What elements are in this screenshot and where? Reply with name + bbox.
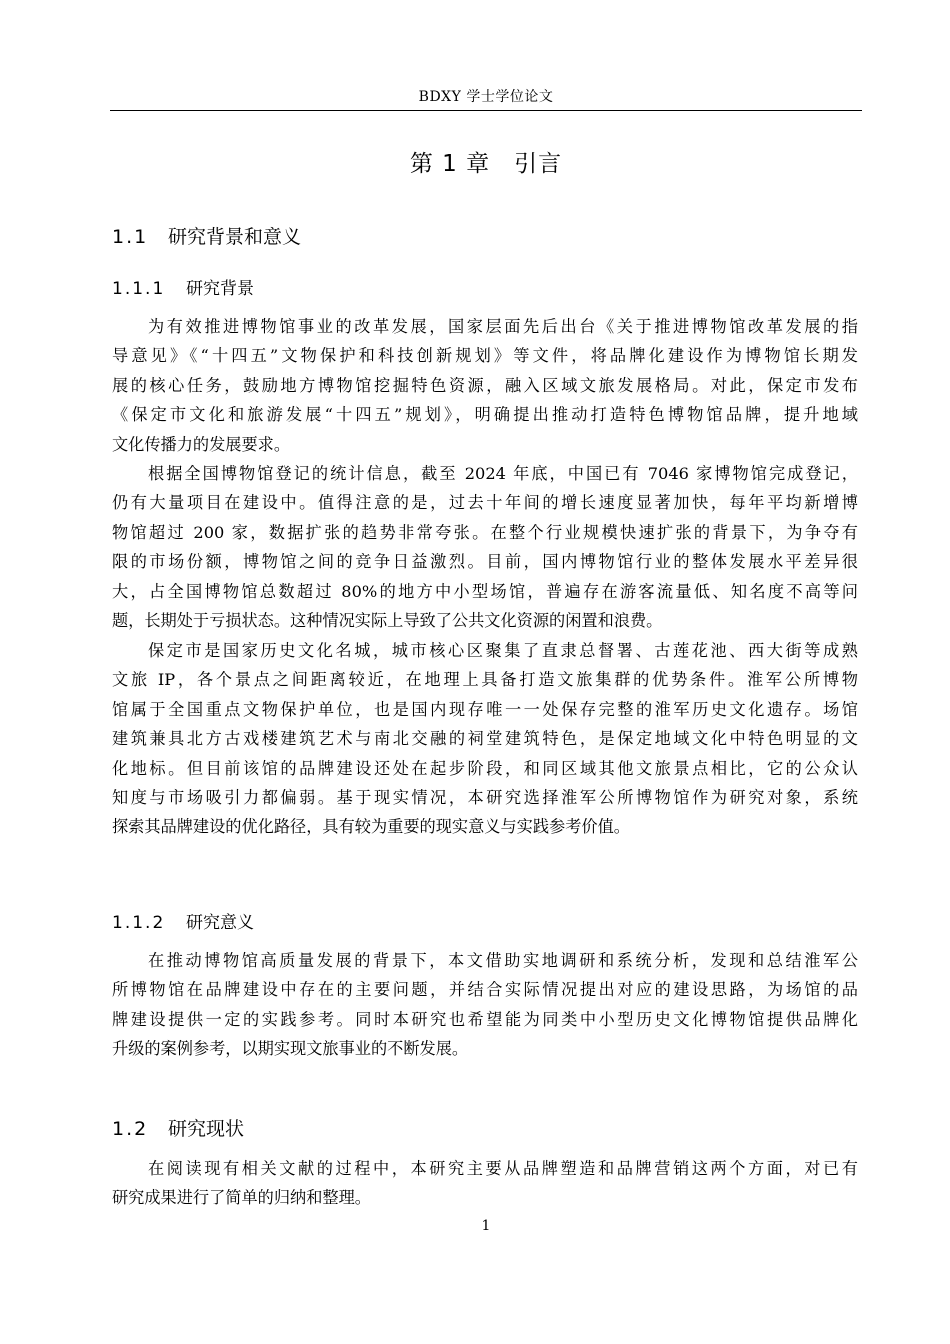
section-heading-1-1-2 <box>112 908 254 933</box>
paragraph-line: 文旅 IP，各个景点之间距离较近，在地理上具备打造文旅集群的优势条件。淮军公所博物 <box>112 670 858 690</box>
chapter-title: 第 1 章 引言 <box>409 151 563 177</box>
section-title: 研究背景和意义 <box>168 226 302 248</box>
paragraph-background-baoding <box>112 636 858 842</box>
paragraph-background-statistics <box>112 459 858 635</box>
paragraph-line: 仍有大量项目在建设中。值得注意的是，过去十年间的增长速度显著加快，每年平均新增博 <box>112 493 858 513</box>
paragraph-research-status <box>112 1154 858 1213</box>
section-number: 1.1.1 <box>112 279 166 299</box>
header-divider <box>110 110 862 111</box>
section-number: 1.1.2 <box>112 913 166 933</box>
paragraph-line: 大，占全国博物馆总数超过 80%的地方中小型场馆，普遍存在游客流量低、知名度不高等问 <box>112 581 858 601</box>
paragraph-line: 研究成果进行了简单的归纳和整理。 <box>112 1188 371 1208</box>
paragraph-line: 根据全国博物馆登记的统计信息，截至 2024 年底，中国已有 7046 家博物馆完成登记， <box>148 464 858 483</box>
running-header: BDXY 学士学位论文 <box>418 89 554 105</box>
section-number: 1.2 <box>112 1118 149 1140</box>
section-title: 研究现状 <box>168 1118 245 1140</box>
paragraph-line: 《保定市文化和旅游发展“十四五”规划》，明确提出推动打造特色博物馆品牌，提升地域 <box>112 405 858 425</box>
paragraph-line: 探索其品牌建设的优化路径，具有较为重要的现实意义与实践参考价值。 <box>112 817 630 837</box>
paragraph-line: 为有效推进博物馆事业的改革发展，国家层面先后出台《关于推进博物馆改革发展的指 <box>148 317 858 336</box>
paragraph-line: 保定市是国家历史文化名城，城市核心区聚集了直隶总督署、古莲花池、西大街等成熟 <box>148 641 858 660</box>
page-number: 1 <box>481 1218 491 1234</box>
section-heading-1-1-1 <box>112 274 254 299</box>
paragraph-line: 知度与市场吸引力都偏弱。基于现实情况，本研究选择淮军公所博物馆作为研究对象，系统 <box>112 787 858 807</box>
paragraph-line: 建筑兼具北方古戏楼建筑艺术与南北交融的祠堂建筑特色，是保定地域文化中特色明显的文 <box>112 729 858 749</box>
paragraph-line: 限的市场份额，博物馆之间的竞争日益激烈。目前，国内博物馆行业的整体发展水平差异很 <box>112 552 858 572</box>
section-title: 研究背景 <box>186 279 254 299</box>
paragraph-line: 在阅读现有相关文献的过程中，本研究主要从品牌塑造和品牌营销这两个方面，对已有 <box>148 1159 858 1178</box>
paragraph-line: 馆属于全国重点文物保护单位，也是国内现存唯一一处保存完整的淮军历史文化遗存。场馆 <box>112 699 858 719</box>
section-title: 研究意义 <box>186 913 254 933</box>
paragraph-line: 题，长期处于亏损状态。这种情况实际上导致了公共文化资源的闲置和浪费。 <box>112 610 663 630</box>
section-heading-1-2 <box>112 1114 244 1141</box>
paragraph-line: 牌建设提供一定的实践参考。同时本研究也希望能为同类中小型历史文化博物馆提供品牌化 <box>112 1009 858 1029</box>
paragraph-line: 展的核心任务，鼓励地方博物馆挖掘特色资源，融入区域文旅发展格局。对此，保定市发布 <box>112 375 858 395</box>
section-heading-1-1 <box>112 222 301 249</box>
paragraph-line: 在推动博物馆高质量发展的背景下，本文借助实地调研和系统分析，发现和总结淮军公 <box>148 951 858 970</box>
paragraph-line: 文化传播力的发展要求。 <box>112 434 291 454</box>
paragraph-line: 升级的案例参考，以期实现文旅事业的不断发展。 <box>112 1039 469 1059</box>
paragraph-line: 所博物馆在品牌建设中存在的主要问题，并结合实际情况提出对应的建设思路，为场馆的品 <box>112 980 858 1000</box>
paragraph-line: 导意见》《“十四五”文物保护和科技创新规划》等文件，将品牌化建设作为博物馆长期发 <box>112 346 858 366</box>
paragraph-line: 化地标。但目前该馆的品牌建设还处在起步阶段，和同区域其他文旅景点相比，它的公众认 <box>112 758 858 778</box>
paragraph-background-policy <box>112 312 858 459</box>
section-number: 1.1 <box>112 226 149 248</box>
paragraph-significance <box>112 946 858 1064</box>
paragraph-line: 物馆超过 200 家，数据扩张的趋势非常夸张。在整个行业规模快速扩张的背景下，为争夺有 <box>112 522 858 542</box>
